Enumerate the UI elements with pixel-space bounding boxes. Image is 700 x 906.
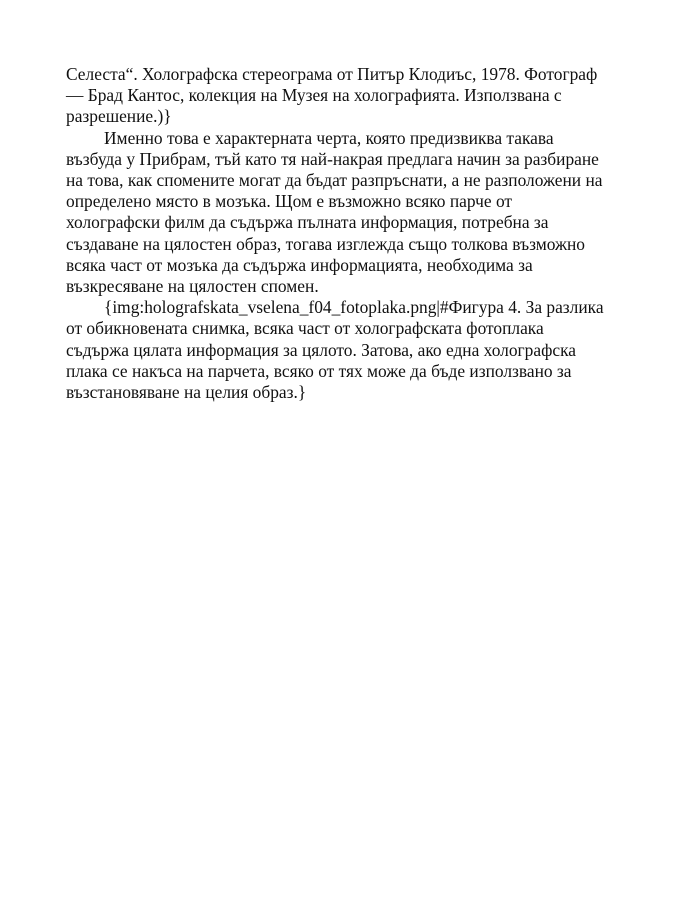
- text-line: на това, как спомените могат да бъдат разпръснати, а не разположени на: [66, 170, 603, 191]
- text-line: възбуда у Прибрам, тъй като тя най-накрая предлага начин за разбиране: [66, 148, 599, 169]
- text-line: плака се накъса на парчета, всяко от тях може да бъде използвано за: [66, 360, 572, 381]
- text-line: възстановяване на целия образ.}: [66, 382, 307, 403]
- text-line: създаване на цялостен образ, тогава изглежда също толкова възможно: [66, 233, 585, 254]
- text-line: съдържа цялата информация за цялото. Затова, ако една холографска: [66, 339, 576, 360]
- text-line: холографски филм да съдържа пълната информация, потребна за: [66, 212, 549, 233]
- text-line: от обикновената снимка, всяка част от холографската фотоплака: [66, 318, 544, 339]
- text-line: възкресяване на цялостен спомен.: [66, 276, 319, 297]
- paragraph-figure-4: [66, 297, 646, 403]
- text-line: разрешение.)}: [66, 106, 172, 127]
- paragraph-main: [66, 128, 646, 298]
- paragraph-figure-caption-end: [66, 64, 646, 128]
- text-line: Селеста“. Холографска стереограма от Питър Клодиъс, 1978. Фотограф: [66, 64, 598, 84]
- text-line: {img:holografskata_vselena_f04_fotoplaka.png|#Фигура 4. За разлика: [104, 297, 604, 318]
- text-line: всяка част от мозъка да съдържа информацията, необходима за: [66, 254, 533, 275]
- body-text: [66, 64, 646, 403]
- text-line: Именно това е характерната черта, която предизвиква такава: [104, 127, 554, 148]
- text-line: определено място в мозъка. Щом е възможно всяко парче от: [66, 191, 513, 212]
- text-line: — Брад Кантос, колекция на Музея на холографията. Използвана с: [66, 85, 562, 106]
